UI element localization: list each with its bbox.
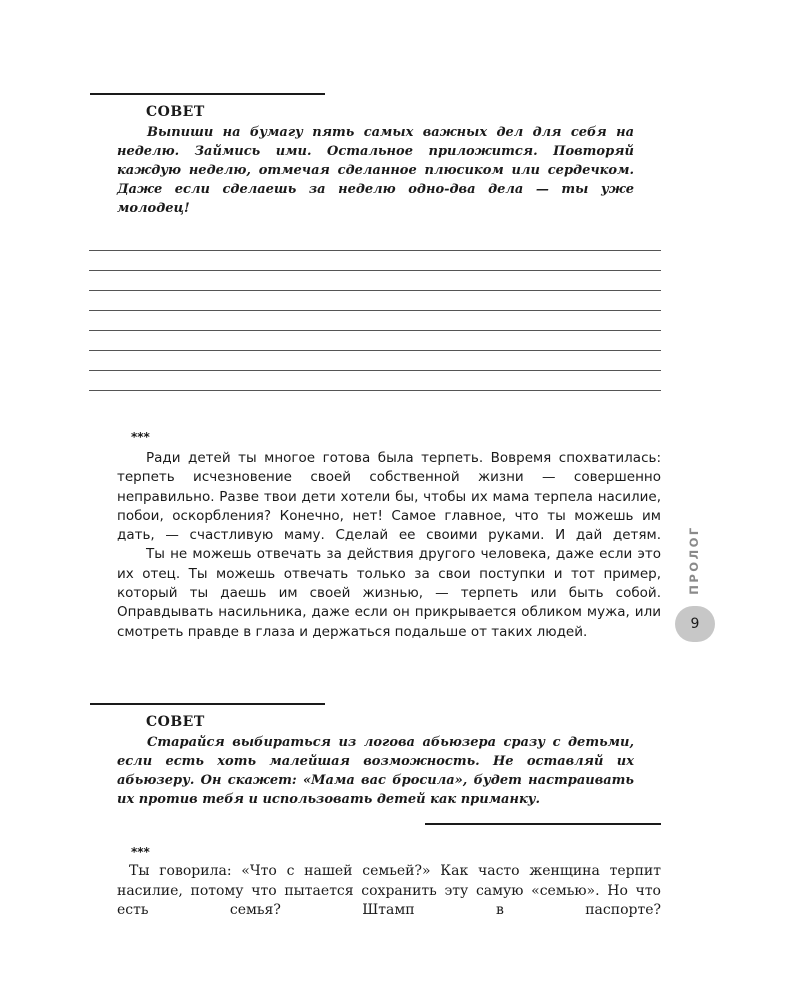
tip-top-rule	[90, 703, 325, 705]
page-number: 9	[690, 616, 700, 632]
body-text	[117, 862, 661, 921]
writing-line[interactable]	[89, 231, 661, 251]
tip-paragraph: Выпиши на бумагу пять самых важных дел для себя на неделю. Займись ими. Остальное приложится. Повторяй каждую неделю, отмечая сделанное плюсиком или сердечком. Даже если сделаешь за неделю одно-два дела — ты уже молодец!	[117, 125, 634, 216]
writing-line[interactable]	[89, 371, 661, 391]
section-separator: ***	[131, 430, 150, 444]
writing-line[interactable]	[89, 331, 661, 351]
tip-top-rule	[90, 93, 325, 95]
page-number-badge	[675, 606, 715, 642]
body-paragraph: Ты говорила: «Что с нашей семьей?» Как часто женщина терпит насилие, потому что пытается сохранить эту самую «семью». Но что есть семья? Штамп в паспорте?	[117, 863, 661, 918]
body-text	[117, 449, 661, 642]
writing-line[interactable]	[89, 291, 661, 311]
writing-line[interactable]	[89, 311, 661, 331]
tip-title: СОВЕТ	[146, 104, 205, 120]
section-separator: ***	[131, 845, 150, 859]
body-paragraph: Ты не можешь отвечать за действия другого человека, даже если это их отец. Ты можешь отвечать только за свои поступки и тот пример, который ты даешь им своей жизнью, — терпеть или быть собой. Оправдывать насильника, даже если он прикрывается обликом мужа, или смотреть правде в глаза и держаться подальше от таких людей.	[117, 546, 661, 640]
writing-line[interactable]	[89, 251, 661, 271]
body-paragraph: Ради детей ты многое готова была терпеть. Вовремя спохватилась: терпеть исчезновение своей собственной жизни — совершенно неправильно. Разве твои дети хотели бы, чтобы их мама терпела насилие, побои, оскорбления? Конечно, нет! Самое главное, что ты можешь им дать, — счастливую маму. Сделай ее своими руками. И дай детям.	[117, 450, 661, 544]
writing-line[interactable]	[89, 351, 661, 371]
tip-title: СОВЕТ	[146, 714, 205, 730]
writing-lines[interactable]	[89, 231, 661, 391]
tip-bottom-rule	[425, 823, 661, 825]
writing-line[interactable]	[89, 271, 661, 291]
tip-paragraph: Старайся выбираться из логова абьюзера сразу с детьми, если есть хоть малейшая возможность. Не оставляй их абьюзеру. Он скажет: «Мама вас бросила», будет настраивать их против тебя и использовать детей как приманку.	[117, 735, 634, 807]
tip-text	[117, 733, 634, 809]
section-label: ПРОЛОГ	[687, 525, 701, 595]
tip-text	[117, 123, 634, 218]
